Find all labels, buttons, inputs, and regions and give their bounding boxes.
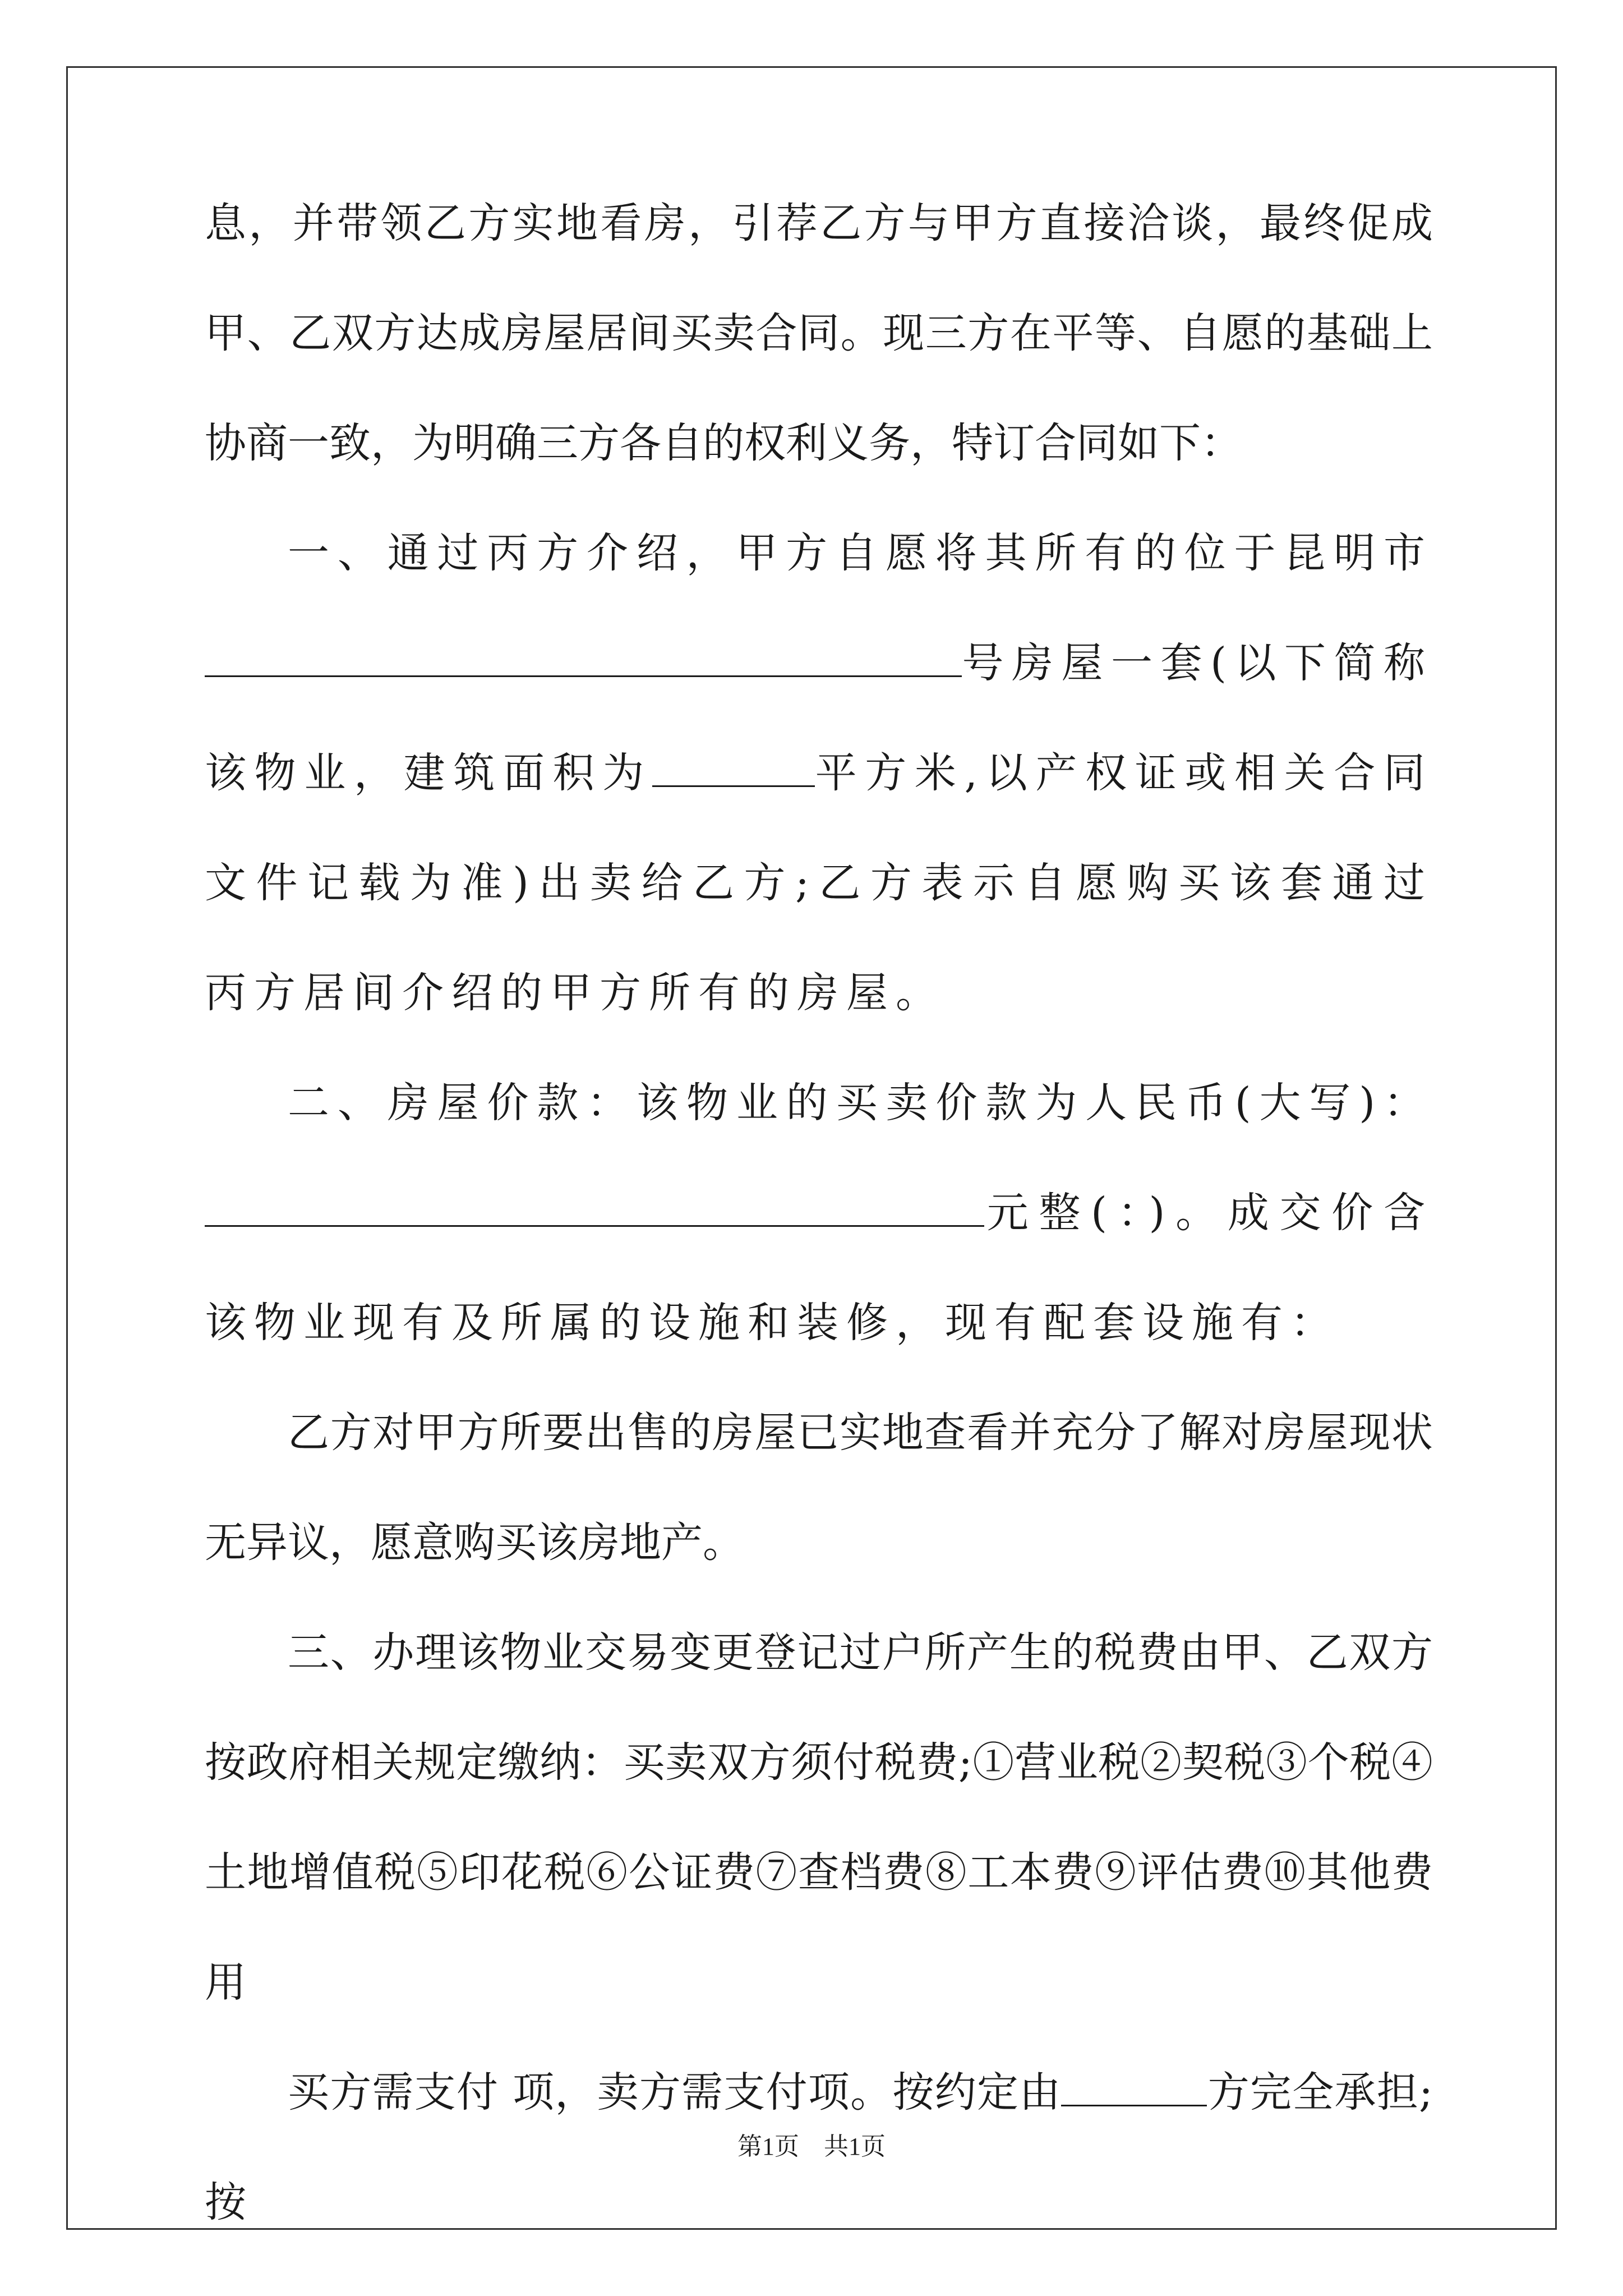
article-2-start: 二、房屋价款：该物业的买卖价款为人民币(大写)： — [288, 1079, 1433, 1127]
paragraph-article-3: 三、办理该物业交易变更登记过户所产生的税费由甲、乙双方按政府相关规定缴纳：买卖双方须付税费;①营业税②契税③个税④土地增值税⑤印花税⑥公证费⑦查档费⑧工本费⑨评估费⑩其他费用 — [205, 1628, 1433, 2007]
document-body — [205, 168, 1433, 2257]
paragraph-intro-continuation: 息，并带领乙方实地看房，引荐乙方与甲方直接洽谈，最终促成甲、乙双方达成房屋居间买卖合同。现三方在平等、自愿的基础上协商一致，为明确三方各自的权利义务，特订合同如下： — [205, 199, 1433, 467]
tax-allocation-end: 方完全承担;按 — [205, 2068, 1433, 2226]
paragraph-buyer-inspection: 乙方对甲方所要出售的房屋已实地查看并充分了解对房屋现状无异议，愿意购买该房地产。 — [205, 1409, 1433, 1567]
responsible-party-blank — [1061, 2065, 1207, 2106]
article-1-start: 一、通过丙方介绍，甲方自愿将其所有的位于昆明市 — [288, 529, 1433, 577]
paragraph-article-1 — [205, 498, 1433, 1048]
paragraph-article-2 — [205, 1048, 1433, 1378]
building-area-blank — [652, 746, 815, 787]
article-1-end: 平方米,以产权证或相关合同文件记载为准)出卖给乙方;乙方表示自愿购买该套通过丙方居间介绍的甲方所有的房屋。 — [205, 749, 1433, 1017]
page-number-footer: 第1页 共1页 — [737, 2133, 886, 2160]
tax-allocation-start: 买方需支付 项，卖方需支付项。按约定由 — [288, 2068, 1062, 2116]
house-address-blank — [205, 636, 962, 677]
article-2-end: 元整(：)。成交价含该物业现有及所属的设施和装修，现有配套设施有： — [205, 1189, 1433, 1347]
price-in-words-blank — [205, 1186, 984, 1227]
article-1-mid: 号房屋一套(以下简称该物业，建筑面积为 — [205, 639, 1433, 797]
